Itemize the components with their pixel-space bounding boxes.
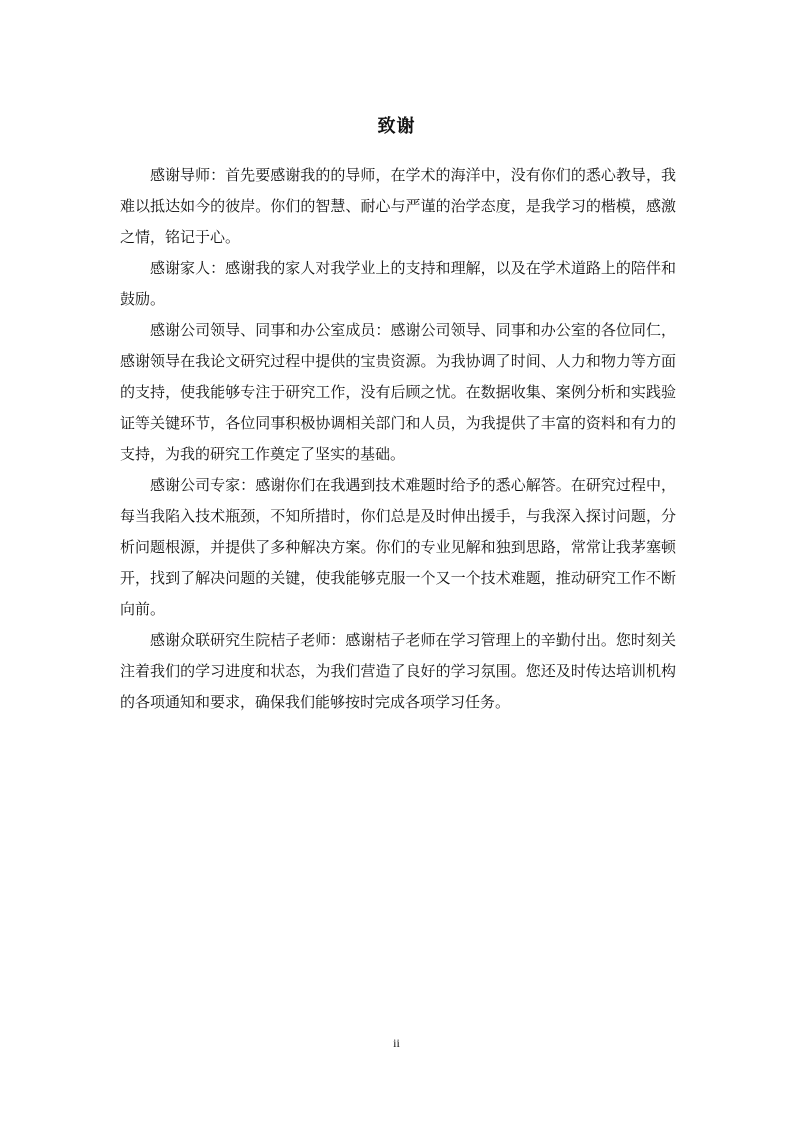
acknowledgement-body bbox=[120, 160, 676, 718]
paragraph-thanks-teacher: 感谢众联研究生院桔子老师：感谢桔子老师在学习管理上的辛勤付出。您时刻关注着我们的学习进度和状态，为我们营造了良好的学习氛围。您还及时传达培训机构的各项通知和要求，确保我们能够按时完成各项学习任务。 bbox=[120, 631, 676, 711]
page-title: 致谢 bbox=[377, 116, 416, 138]
page-number: ii bbox=[393, 1036, 400, 1050]
paragraph-thanks-experts: 感谢公司专家：感谢你们在我遇到技术难题时给予的悉心解答。在研究过程中，每当我陷入技术瓶颈，不知所措时，你们总是及时伸出援手，与我深入探讨问题，分析问题根源，并提供了多种解决方案。你们的专业见解和独到思路，常常让我茅塞顿开，找到了解决问题的关键，使我能够克服一个又一个技术难题，推动研究工作不断向前。 bbox=[120, 476, 676, 618]
paragraph-thanks-advisor: 感谢导师：首先要感谢我的的导师，在学术的海洋中，没有你们的悉心教导，我难以抵达如今的彼岸。你们的智慧、耐心与严谨的治学态度，是我学习的楷模，感激之情，铭记于心。 bbox=[120, 166, 676, 246]
paragraph-thanks-family: 感谢家人：感谢我的家人对我学业上的支持和理解，以及在学术道路上的陪伴和鼓励。 bbox=[120, 259, 676, 308]
paragraph-thanks-colleagues: 感谢公司领导、同事和办公室成员：感谢公司领导、同事和办公室的各位同仁，感谢领导在我论文研究过程中提供的宝贵资源。为我协调了时间、人力和物力等方面的支持，使我能够专注于研究工作，没有后顾之忧。在数据收集、案例分析和实践验证等关键环节，各位同事积极协调相关部门和人员，为我提供了丰富的资料和有力的支持，为我的研究工作奠定了坚实的基础。 bbox=[120, 321, 676, 463]
